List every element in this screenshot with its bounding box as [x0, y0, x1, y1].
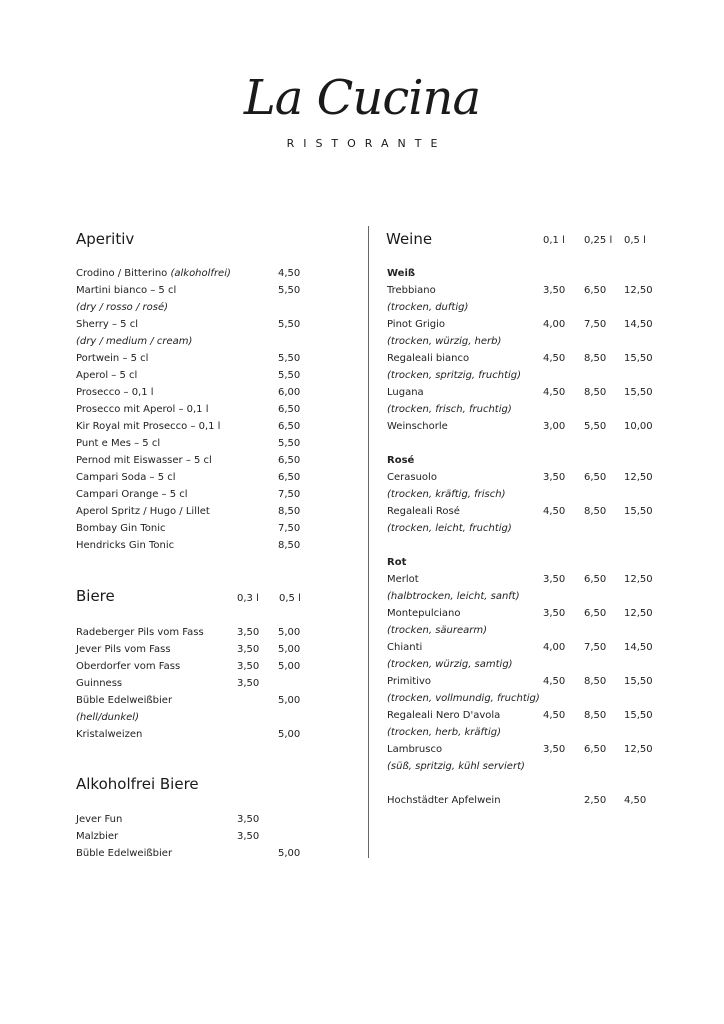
menu-item [0, 420, 724, 437]
item-price: 6,50 [278, 455, 301, 466]
item-price: 3,50 [543, 574, 566, 585]
item-price: 15,50 [624, 353, 653, 364]
item-note: (trocken, frisch, fruchtig) [387, 404, 512, 415]
item-name: Campari Orange – 5 cl [76, 489, 188, 500]
item-name: Jever Fun [76, 814, 123, 825]
menu-item-note [0, 760, 724, 777]
biere-size-small: 0,3 l [237, 593, 259, 604]
item-price: 6,00 [278, 387, 301, 398]
item-price: 10,00 [624, 421, 653, 432]
item-name: Büble Edelweißbier [76, 695, 173, 706]
section-title-weine: Weine [386, 230, 433, 248]
menu-item-note [0, 624, 724, 641]
item-name: Regaleali Nero D'avola [387, 710, 501, 721]
item-name: Campari Soda – 5 cl [76, 472, 176, 483]
menu-item [0, 830, 724, 847]
item-price: 3,50 [543, 744, 566, 755]
item-name: Weinschorle [387, 421, 448, 432]
item-name: Merlot [387, 574, 419, 585]
menu-subheading [0, 267, 724, 284]
item-note: (trocken, herb, kräftig) [387, 727, 501, 738]
item-name: Aperol Spritz / Hugo / Lillet [76, 506, 210, 517]
menu-item [0, 709, 724, 726]
item-price: 3,00 [543, 421, 566, 432]
menu-item [0, 471, 724, 488]
item-price: 12,50 [624, 472, 653, 483]
item-name: Primitivo [387, 676, 431, 687]
item-price: 4,50 [278, 268, 301, 279]
item-price: 4,00 [543, 642, 566, 653]
item-price: 4,50 [543, 710, 566, 721]
item-price: 15,50 [624, 506, 653, 517]
item-price: 3,50 [543, 472, 566, 483]
item-price: 3,50 [543, 608, 566, 619]
item-name: Martini bianco – 5 cl [76, 285, 177, 296]
item-note: (trocken, leicht, fruchtig) [387, 523, 512, 534]
item-note: (trocken, würzig, samtig) [387, 659, 513, 670]
weine-size-05: 0,5 l [624, 235, 646, 246]
item-price: 5,50 [278, 438, 301, 449]
biere-size-large: 0,5 l [279, 593, 301, 604]
subheading-label: Rot [387, 557, 407, 568]
item-name: Bombay Gin Tonic [76, 523, 166, 534]
item-price: 6,50 [584, 285, 607, 296]
item-name: Prosecco mit Aperol – 0,1 l [76, 404, 209, 415]
item-name: Radeberger Pils vom Fass [76, 627, 204, 638]
item-price: 8,50 [584, 387, 607, 398]
item-price: 7,50 [278, 489, 301, 500]
item-price: 6,50 [584, 574, 607, 585]
item-name: Kristalweizen [76, 729, 143, 740]
item-name: Malzbier [76, 831, 119, 842]
section-title-aperitiv: Aperitiv [76, 230, 135, 248]
item-price: 4,50 [543, 387, 566, 398]
item-price: 7,50 [584, 319, 607, 330]
menu-item [0, 539, 724, 556]
item-price: 5,00 [278, 729, 301, 740]
item-price: 3,50 [237, 661, 260, 672]
menu-item [0, 505, 724, 522]
item-price: 15,50 [624, 710, 653, 721]
item-name: Cerasuolo [387, 472, 437, 483]
item-price: 8,50 [584, 353, 607, 364]
item-name: Regaleali bianco [387, 353, 470, 364]
item-note: (halbtrocken, leicht, sanft) [387, 591, 520, 602]
item-name: Hochstädter Apfelwein [387, 795, 501, 806]
menu-item-note [0, 658, 724, 675]
item-name: Guinness [76, 678, 123, 689]
item-price: 7,50 [278, 523, 301, 534]
item-name: Punt e Mes – 5 cl [76, 438, 161, 449]
item-price: 5,00 [278, 848, 301, 859]
weine-size-025: 0,25 l [584, 235, 613, 246]
logo-title: La Cucina [243, 70, 481, 126]
item-price: 6,50 [584, 744, 607, 755]
item-price: 3,50 [543, 285, 566, 296]
item-price: 5,00 [278, 627, 301, 638]
item-price: 4,50 [543, 506, 566, 517]
section-title-biere: Biere [76, 587, 115, 605]
item-name: Crodino / Bitterino (alkoholfrei) [76, 268, 231, 279]
menu-item-note [0, 301, 724, 318]
item-price: 12,50 [624, 285, 653, 296]
item-price: 5,50 [278, 370, 301, 381]
menu-item-note [0, 590, 724, 607]
menu-item [0, 743, 724, 760]
item-price: 6,50 [278, 472, 301, 483]
item-price: 5,50 [278, 353, 301, 364]
item-price: 5,50 [278, 319, 301, 330]
item-price: 7,50 [584, 642, 607, 653]
item-name: Lugana [387, 387, 424, 398]
item-note: (trocken, vollmundig, fruchtig) [387, 693, 540, 704]
item-price: 8,50 [278, 506, 301, 517]
item-name: Pernod mit Eiswasser – 5 cl [76, 455, 212, 466]
menu-item [0, 641, 724, 658]
menu-item-note [0, 369, 724, 386]
item-price: 8,50 [584, 710, 607, 721]
item-price: 5,50 [278, 285, 301, 296]
item-price: 5,00 [278, 661, 301, 672]
logo-subtitle: RISTORANTE [286, 137, 447, 150]
item-price: 12,50 [624, 608, 653, 619]
item-price: 6,50 [584, 472, 607, 483]
item-price: 4,50 [624, 795, 647, 806]
item-name: Aperol – 5 cl [76, 370, 138, 381]
menu-subheading [0, 556, 724, 573]
item-name: Kir Royal mit Prosecco – 0,1 l [76, 421, 221, 432]
item-name: Pinot Grigio [387, 319, 446, 330]
item-price: 8,50 [584, 676, 607, 687]
item-note: (süß, spritzig, kühl serviert) [387, 761, 525, 772]
item-name: Montepulciano [387, 608, 461, 619]
menu-item [0, 284, 724, 301]
item-name: Hendricks Gin Tonic [76, 540, 175, 551]
item-price: 12,50 [624, 744, 653, 755]
menu-item [0, 675, 724, 692]
item-price: 4,00 [543, 319, 566, 330]
item-note: (hell/dunkel) [76, 712, 139, 723]
item-price: 5,00 [278, 695, 301, 706]
item-price: 12,50 [624, 574, 653, 585]
item-price: 2,50 [584, 795, 607, 806]
item-price: 3,50 [237, 644, 260, 655]
item-note: (trocken, spritzig, fruchtig) [387, 370, 522, 381]
section-title-alkoholfrei: Alkoholfrei Biere [76, 775, 199, 793]
item-price: 8,50 [584, 506, 607, 517]
item-price: 5,50 [584, 421, 607, 432]
item-note: (dry / medium / cream) [76, 336, 193, 347]
item-price: 8,50 [278, 540, 301, 551]
item-note: (trocken, kräftig, frisch) [387, 489, 506, 500]
item-price: 3,50 [237, 831, 260, 842]
subheading-label: Rosé [387, 455, 415, 466]
item-name: Jever Pils vom Fass [76, 644, 171, 655]
item-price: 15,50 [624, 387, 653, 398]
menu-item-note [0, 403, 724, 420]
menu-item [0, 573, 724, 590]
item-note: (dry / rosso / rosé) [76, 302, 168, 313]
item-name: Regaleali Rosé [387, 506, 460, 517]
item-name: Prosecco – 0,1 l [76, 387, 154, 398]
item-note: (alkoholfrei) [170, 268, 231, 279]
item-name: Oberdorfer vom Fass [76, 661, 181, 672]
menu-item [0, 847, 724, 864]
menu-item-note [0, 488, 724, 505]
menu-item-note [0, 692, 724, 709]
menu-item [0, 386, 724, 403]
item-price: 6,50 [584, 608, 607, 619]
menu-item [0, 318, 724, 335]
menu-item [0, 813, 724, 830]
item-name: Portwein – 5 cl [76, 353, 149, 364]
menu-item [0, 352, 724, 369]
item-price: 3,50 [237, 814, 260, 825]
menu-item-note [0, 726, 724, 743]
item-price: 3,50 [237, 678, 260, 689]
menu-item [0, 437, 724, 454]
item-price: 6,50 [278, 421, 301, 432]
menu-item-note [0, 335, 724, 352]
item-price: 6,50 [278, 404, 301, 415]
item-name: Lambrusco [387, 744, 443, 755]
item-name: Büble Edelweißbier [76, 848, 173, 859]
item-note: (trocken, säurearm) [387, 625, 488, 636]
item-note: (trocken, duftig) [387, 302, 469, 313]
item-price: 14,50 [624, 642, 653, 653]
item-price: 5,00 [278, 644, 301, 655]
menu-item [0, 607, 724, 624]
item-name: Trebbiano [387, 285, 436, 296]
menu-subheading [0, 454, 724, 471]
item-price: 4,50 [543, 676, 566, 687]
item-name: Sherry – 5 cl [76, 319, 138, 330]
item-price: 15,50 [624, 676, 653, 687]
item-price: 14,50 [624, 319, 653, 330]
item-note: (trocken, würzig, herb) [387, 336, 502, 347]
item-price: 4,50 [543, 353, 566, 364]
menu-item-note [0, 522, 724, 539]
subheading-label: Weiß [387, 268, 416, 279]
item-name: Chianti [387, 642, 423, 653]
menu-item [0, 794, 724, 811]
item-price: 3,50 [237, 627, 260, 638]
weine-size-01: 0,1 l [543, 235, 565, 246]
